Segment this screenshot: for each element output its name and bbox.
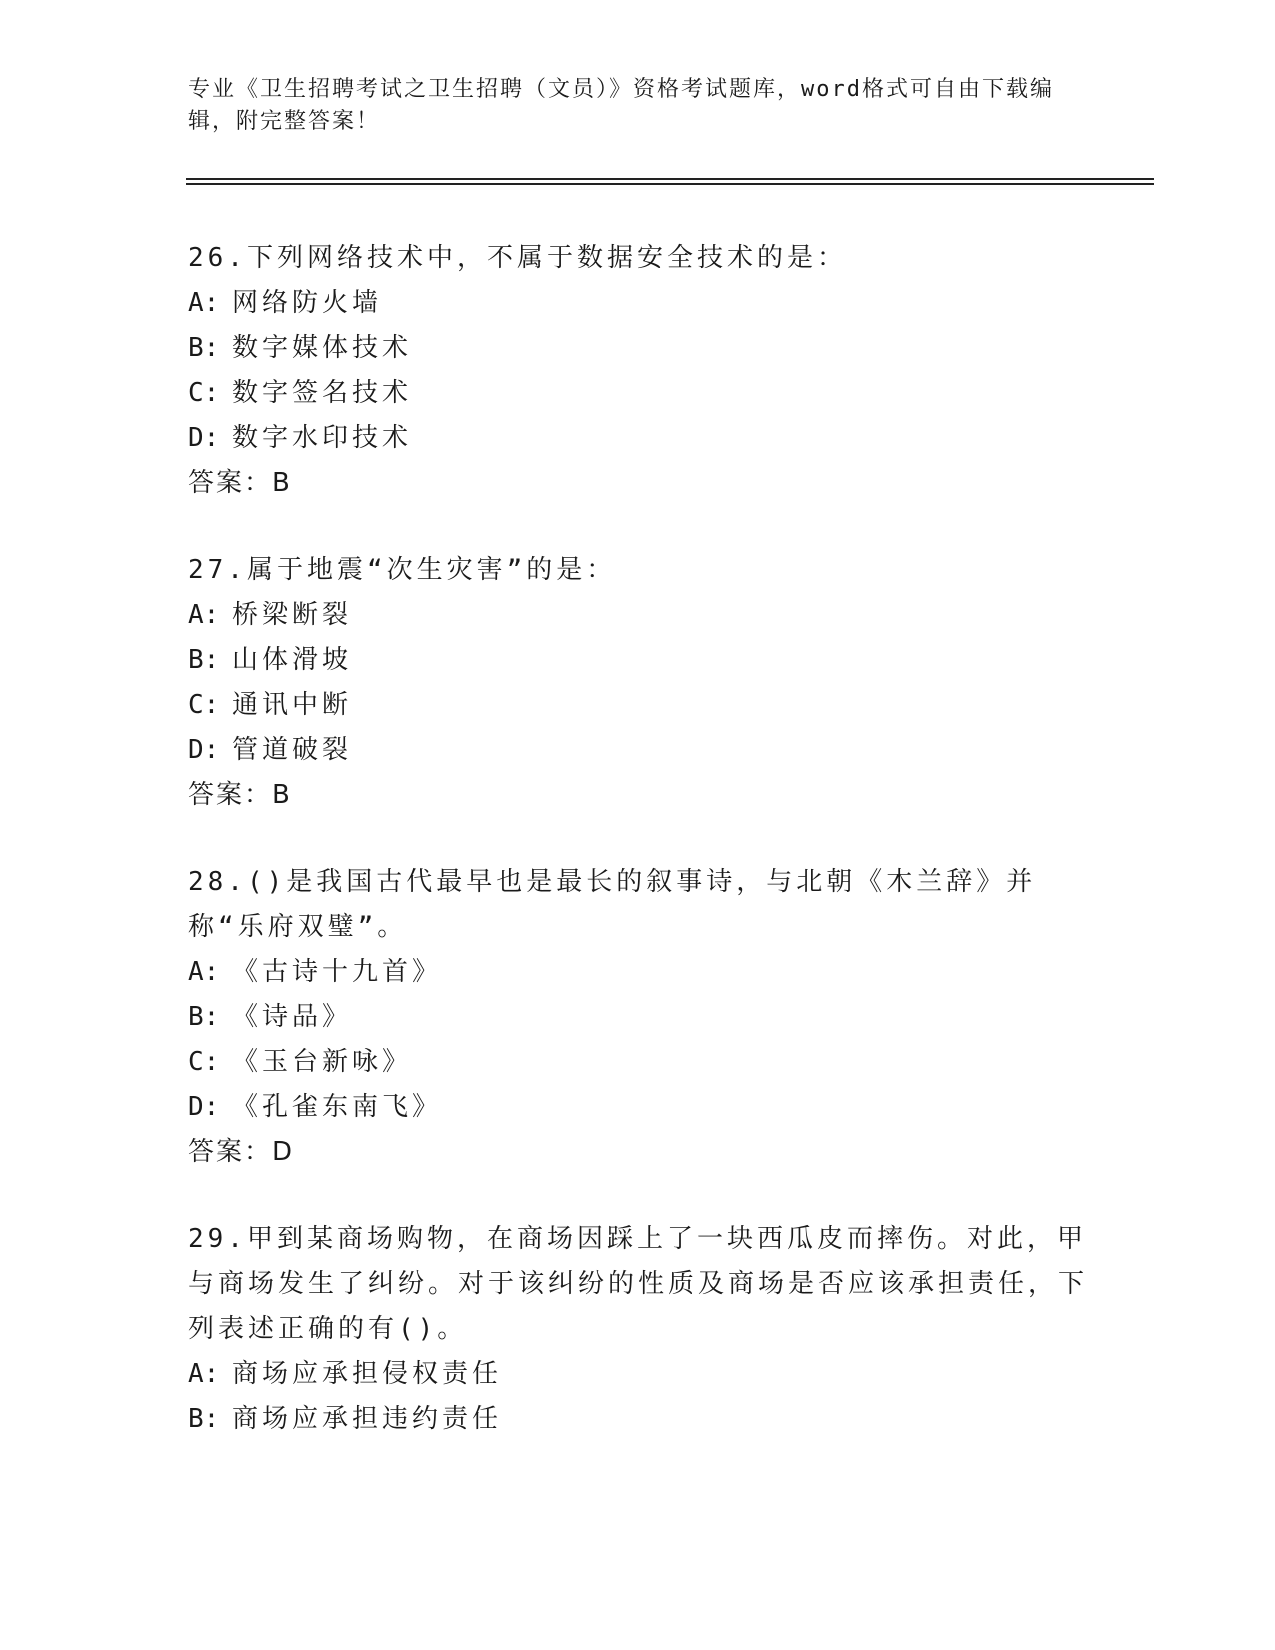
option-text: 数字媒体技术 [232, 333, 413, 363]
question-list [188, 236, 1088, 1484]
question-27 [188, 548, 1088, 818]
option-text: 山体滑坡 [232, 645, 353, 675]
option-text: 数字水印技术 [232, 423, 413, 453]
answer-line: 答案：D [188, 1137, 295, 1167]
option-b [188, 326, 1088, 371]
option-text: 《古诗十九首》 [232, 957, 443, 987]
option-a [188, 281, 1088, 326]
option-b [188, 638, 1088, 683]
option-letter: A: [188, 600, 220, 630]
option-a [188, 950, 1088, 995]
option-text: 商场应承担侵权责任 [232, 1359, 503, 1389]
option-letter: D: [188, 1092, 220, 1122]
option-text: 管道破裂 [232, 735, 353, 765]
question-stem: 29.甲到某商场购物，在商场因踩上了一块西瓜皮而摔伤。对此，甲与商场发生了纠纷。对于该纠纷的性质及商场是否应该承担责任，下列表述正确的有()。 [188, 1224, 1089, 1344]
document-header: 专业《卫生招聘考试之卫生招聘（文员）》资格考试题库，word格式可自由下载编辑，附完整答案！ [188, 77, 1054, 134]
question-stem: 27.属于地震“次生灾害”的是： [188, 555, 617, 585]
header-divider-top [186, 178, 1154, 180]
option-letter: B: [188, 1002, 220, 1032]
option-text: 商场应承担违约责任 [232, 1404, 503, 1434]
question-29 [188, 1217, 1088, 1442]
option-text: 《诗品》 [232, 1002, 353, 1032]
option-letter: B: [188, 1404, 220, 1434]
question-stem: 26.下列网络技术中，不属于数据安全技术的是： [188, 243, 847, 273]
option-letter: D: [188, 423, 220, 453]
question-stem: 28.()是我国古代最早也是最长的叙事诗，与北朝《木兰辞》并称“乐府双璧”。 [188, 867, 1037, 942]
option-text: 《玉台新咏》 [232, 1047, 413, 1077]
option-text: 网络防火墙 [232, 288, 383, 318]
option-letter: D: [188, 735, 220, 765]
option-c [188, 683, 1088, 728]
option-a [188, 1352, 1088, 1397]
option-letter: A: [188, 957, 220, 987]
option-letter: C: [188, 1047, 220, 1077]
option-letter: A: [188, 288, 220, 318]
answer-line: 答案：B [188, 780, 292, 810]
option-d [188, 1085, 1088, 1130]
option-letter: C: [188, 378, 220, 408]
question-28 [188, 860, 1088, 1175]
option-letter: B: [188, 645, 220, 675]
option-text: 通讯中断 [232, 690, 353, 720]
option-b [188, 995, 1088, 1040]
option-letter: B: [188, 333, 220, 363]
header-divider-bottom [186, 183, 1154, 185]
option-d [188, 728, 1088, 773]
option-d [188, 416, 1088, 461]
option-letter: A: [188, 1359, 220, 1389]
question-26 [188, 236, 1088, 506]
option-c [188, 1040, 1088, 1085]
option-c [188, 371, 1088, 416]
option-text: 《孔雀东南飞》 [232, 1092, 443, 1122]
option-letter: C: [188, 690, 220, 720]
answer-line: 答案：B [188, 468, 292, 498]
option-a [188, 593, 1088, 638]
option-text: 数字签名技术 [232, 378, 413, 408]
option-text: 桥梁断裂 [232, 600, 353, 630]
option-b [188, 1397, 1088, 1442]
